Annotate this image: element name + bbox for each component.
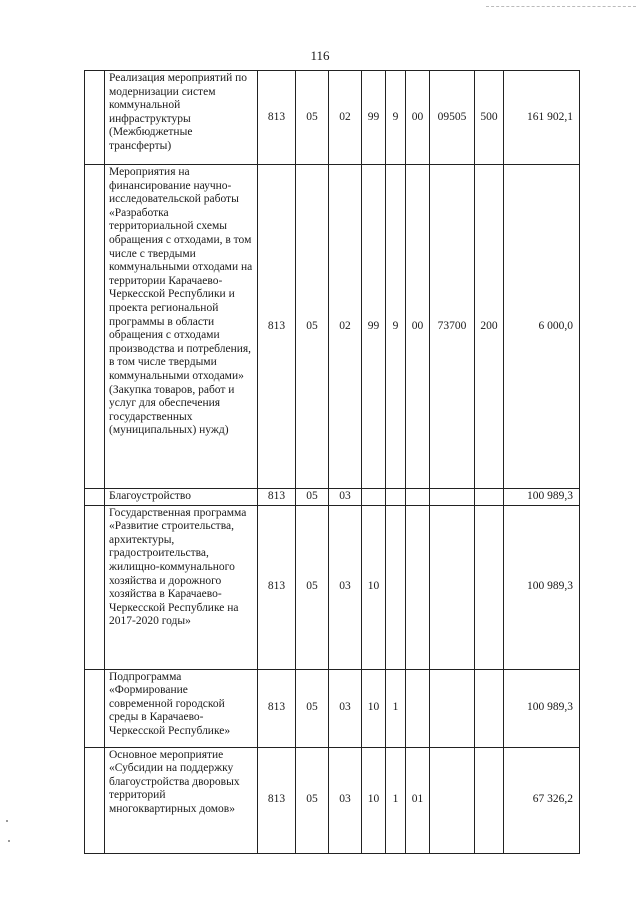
table-row	[85, 747, 580, 853]
ved-code-cell: 813	[258, 165, 296, 489]
target-subprogram-code-cell	[386, 505, 406, 669]
target-activity-code-cell	[406, 669, 430, 747]
section-code-cell: 05	[296, 71, 329, 165]
target-direction-code-cell	[430, 505, 475, 669]
amount-cell: 161 902,1	[504, 71, 580, 165]
target-direction-code-cell	[430, 747, 475, 853]
target-activity-code-cell: 00	[406, 165, 430, 489]
ved-code-cell: 813	[258, 669, 296, 747]
subsection-code-cell: 03	[329, 489, 362, 506]
table-row	[85, 165, 580, 489]
table-row	[85, 489, 580, 506]
ved-code-cell: 813	[258, 489, 296, 506]
subsection-code-cell: 03	[329, 505, 362, 669]
table-row	[85, 669, 580, 747]
target-subprogram-code-cell: 1	[386, 747, 406, 853]
row-number-cell	[85, 71, 105, 165]
expense-type-code-cell	[475, 747, 504, 853]
target-program-code-cell: 10	[362, 747, 386, 853]
table-row	[85, 71, 580, 165]
target-activity-code-cell	[406, 505, 430, 669]
item-name-cell: Основное мероприятие «Субсидии на поддержку благоустройства дворовых территорий многоквартирных домов»	[105, 747, 258, 853]
target-subprogram-code-cell: 1	[386, 669, 406, 747]
subsection-code-cell: 03	[329, 747, 362, 853]
target-direction-code-cell: 73700	[430, 165, 475, 489]
budget-table	[84, 70, 580, 854]
subsection-code-cell: 02	[329, 71, 362, 165]
target-direction-code-cell	[430, 489, 475, 506]
table-row	[85, 505, 580, 669]
target-program-code-cell	[362, 489, 386, 506]
row-number-cell	[85, 489, 105, 506]
row-number-cell	[85, 669, 105, 747]
ved-code-cell: 813	[258, 71, 296, 165]
row-number-cell	[85, 165, 105, 489]
target-direction-code-cell	[430, 669, 475, 747]
amount-cell: 100 989,3	[504, 505, 580, 669]
target-subprogram-code-cell: 9	[386, 71, 406, 165]
section-code-cell: 05	[296, 505, 329, 669]
target-program-code-cell: 10	[362, 669, 386, 747]
target-program-code-cell: 99	[362, 165, 386, 489]
target-activity-code-cell: 01	[406, 747, 430, 853]
scan-speck	[6, 820, 8, 822]
subsection-code-cell: 03	[329, 669, 362, 747]
expense-type-code-cell	[475, 505, 504, 669]
item-name-cell: Реализация мероприятий по модернизации систем коммунальной инфраструктуры (Межбюджетные трансферты)	[105, 71, 258, 165]
expense-type-code-cell: 500	[475, 71, 504, 165]
expense-type-code-cell: 200	[475, 165, 504, 489]
amount-cell: 100 989,3	[504, 489, 580, 506]
target-activity-code-cell	[406, 489, 430, 506]
expense-type-code-cell	[475, 489, 504, 506]
target-subprogram-code-cell	[386, 489, 406, 506]
scan-speck	[8, 840, 10, 842]
section-code-cell: 05	[296, 489, 329, 506]
subsection-code-cell: 02	[329, 165, 362, 489]
amount-cell: 67 326,2	[504, 747, 580, 853]
row-number-cell	[85, 747, 105, 853]
target-subprogram-code-cell: 9	[386, 165, 406, 489]
item-name-cell: Мероприятия на финансирование научно-исследовательской работы «Разработка территориальной схемы обращения с отходами, в том числе с твердыми коммунальными отходами на территории Карачаево-Черкесской Республики и проекта региональной программы в области обращения с отходами производства и потребления, в том числе твердыми коммунальными отходами» (Закупка товаров, работ и услуг для обеспечения государственных (муниципальных) нужд)	[105, 165, 258, 489]
scan-edge-mark	[486, 6, 636, 7]
target-activity-code-cell: 00	[406, 71, 430, 165]
target-program-code-cell: 99	[362, 71, 386, 165]
amount-cell: 100 989,3	[504, 669, 580, 747]
ved-code-cell: 813	[258, 505, 296, 669]
item-name-cell: Государственная программа «Развитие строительства, архитектуры, градостроительства, жилищно-коммунального хозяйства и дорожного хозяйства в Карачаево-Черкесской Республике на 2017-2020 годы»	[105, 505, 258, 669]
section-code-cell: 05	[296, 747, 329, 853]
item-name-cell: Благоустройство	[105, 489, 258, 506]
item-name-cell: Подпрограмма «Формирование современной городской среды в Карачаево-Черкесской Республике»	[105, 669, 258, 747]
section-code-cell: 05	[296, 165, 329, 489]
row-number-cell	[85, 505, 105, 669]
target-direction-code-cell: 09505	[430, 71, 475, 165]
expense-type-code-cell	[475, 669, 504, 747]
amount-cell: 6 000,0	[504, 165, 580, 489]
page-number: 116	[310, 48, 330, 63]
target-program-code-cell: 10	[362, 505, 386, 669]
section-code-cell: 05	[296, 669, 329, 747]
ved-code-cell: 813	[258, 747, 296, 853]
